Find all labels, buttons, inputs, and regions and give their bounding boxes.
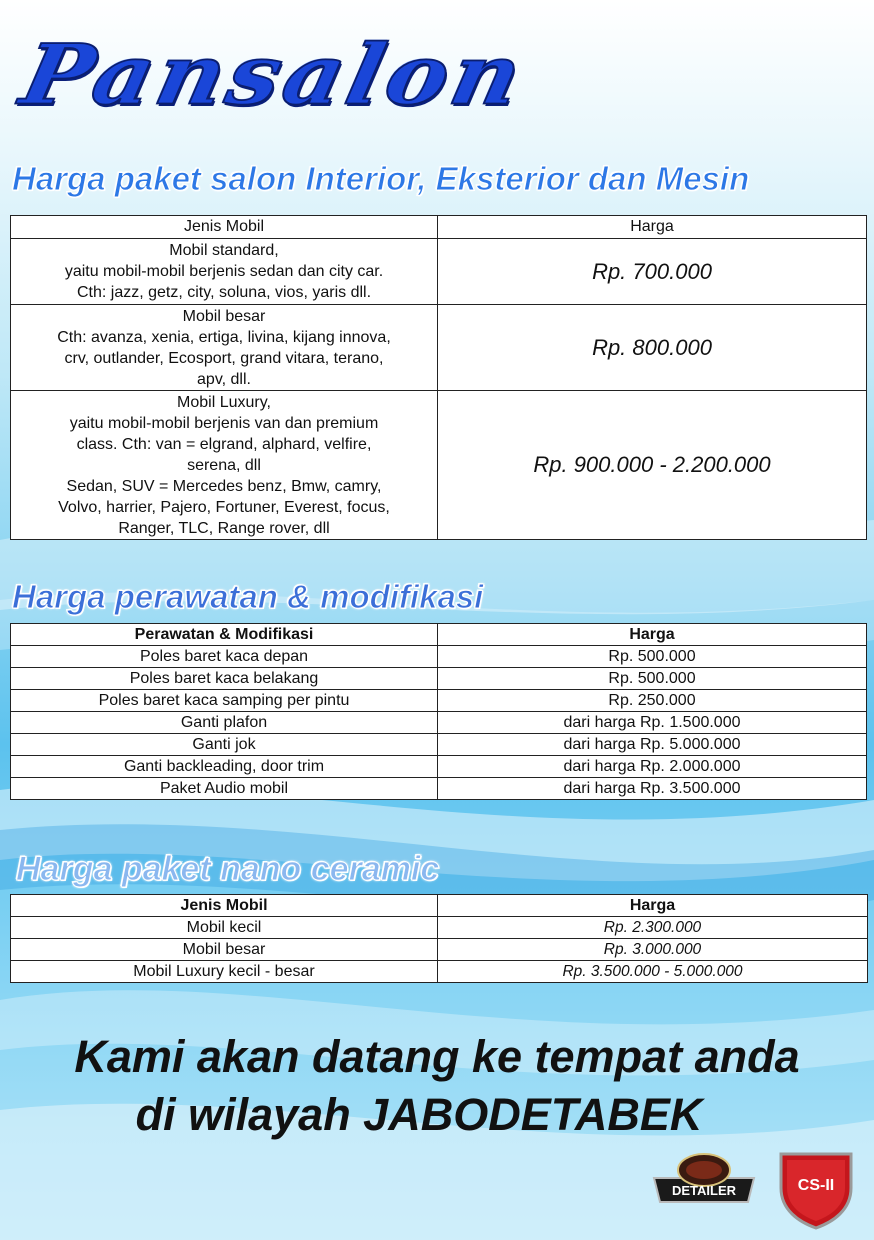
table-row	[11, 690, 867, 712]
price-cell: Rp. 800.000	[438, 305, 867, 391]
desc-line: apv, dll.	[197, 370, 251, 388]
logo-csii-text: CS-II	[797, 1177, 835, 1194]
header-harga: Harga	[438, 895, 868, 917]
table-row	[11, 391, 867, 540]
price-cell: dari harga Rp. 1.500.000	[438, 712, 867, 734]
section-title-nano-ceramic: Harga paket nano ceramic	[16, 850, 440, 888]
section-title-perawatan: Harga perawatan & modifikasi	[12, 578, 484, 615]
table-row	[11, 712, 867, 734]
price-cell: Rp. 500.000	[438, 646, 867, 668]
desc-line: class. Cth: van = elgrand, alphard, velfire,	[76, 435, 372, 453]
desc-line: Ranger, TLC, Range rover, dll	[118, 519, 330, 537]
price-cell: Rp. 3.000.000	[438, 939, 868, 961]
logo-detailer-text: DETAILER	[671, 1183, 737, 1198]
car-type: Mobil besar	[11, 939, 438, 961]
desc-line: Mobil Luxury,	[177, 393, 271, 411]
desc-line: Mobil besar	[182, 307, 266, 325]
table-row	[11, 961, 868, 983]
desc-line: serena, dll	[187, 456, 261, 474]
table-header-row	[11, 216, 867, 239]
table-row	[11, 756, 867, 778]
maintenance-price-table	[10, 623, 867, 800]
desc-line: yaitu mobil-mobil berjenis van dan premium	[69, 414, 379, 432]
desc-line: Volvo, harrier, Pajero, Fortuner, Everest, focus,	[58, 498, 390, 516]
price-cell: Rp. 3.500.000 - 5.000.000	[438, 961, 868, 983]
car-description	[11, 391, 438, 540]
car-description	[11, 305, 438, 391]
car-type: Mobil Luxury kecil - besar	[11, 961, 438, 983]
meguiars-detailer-logo	[650, 1150, 758, 1212]
table-header-row	[11, 624, 867, 646]
service-name: Poles baret kaca belakang	[11, 668, 438, 690]
service-name: Poles baret kaca depan	[11, 646, 438, 668]
table-row	[11, 646, 867, 668]
desc-line: Cth: avanza, xenia, ertiga, livina, kijang innova,	[57, 328, 391, 346]
nano-ceramic-price-table	[10, 894, 868, 983]
desc-line: crv, outlander, Ecosport, grand vitara, terano,	[64, 349, 384, 367]
price-cell: dari harga Rp. 3.500.000	[438, 778, 867, 800]
price-cell: dari harga Rp. 5.000.000	[438, 734, 867, 756]
table-row	[11, 778, 867, 800]
table-row	[11, 668, 867, 690]
service-name: Paket Audio mobil	[11, 778, 438, 800]
table-row	[11, 939, 868, 961]
desc-line: Sedan, SUV = Mercedes benz, Bmw, camry,	[66, 477, 382, 495]
header-perawatan: Perawatan & Modifikasi	[11, 624, 438, 646]
table-header-row	[11, 895, 868, 917]
service-name: Ganti plafon	[11, 712, 438, 734]
price-cell: Rp. 900.000 - 2.200.000	[438, 391, 867, 540]
car-description	[11, 239, 438, 305]
header-jenis-mobil: Jenis Mobil	[11, 216, 438, 239]
salon-price-table	[10, 215, 867, 540]
slogan-line-1: Kami akan datang ke tempat anda	[74, 1031, 800, 1082]
header-jenis-mobil: Jenis Mobil	[11, 895, 438, 917]
service-name: Poles baret kaca samping per pintu	[11, 690, 438, 712]
price-cell: Rp. 250.000	[438, 690, 867, 712]
car-type: Mobil kecil	[11, 917, 438, 939]
table-row	[11, 917, 868, 939]
section-title-salon: Harga paket salon Interior, Eksterior dan Mesin	[12, 160, 750, 197]
price-cell: Rp. 2.300.000	[438, 917, 868, 939]
cs-ii-shield-logo	[775, 1148, 857, 1230]
table-row	[11, 734, 867, 756]
table-row	[11, 239, 867, 305]
slogan-line-2: di wilayah JABODETABEK	[135, 1089, 703, 1140]
price-cell: dari harga Rp. 2.000.000	[438, 756, 867, 778]
desc-line: Mobil standard,	[169, 242, 279, 259]
service-name: Ganti backleading, door trim	[11, 756, 438, 778]
price-cell: Rp. 700.000	[438, 239, 867, 305]
desc-line: Cth: jazz, getz, city, soluna, vios, yaris dll.	[76, 284, 372, 301]
header-harga: Harga	[438, 624, 867, 646]
desc-line: yaitu mobil-mobil berjenis sedan dan city car.	[64, 263, 384, 280]
header-harga: Harga	[438, 216, 867, 239]
service-name: Ganti jok	[11, 734, 438, 756]
price-cell: Rp. 500.000	[438, 668, 867, 690]
brand-title: Pansalon	[13, 26, 534, 124]
table-row	[11, 305, 867, 391]
